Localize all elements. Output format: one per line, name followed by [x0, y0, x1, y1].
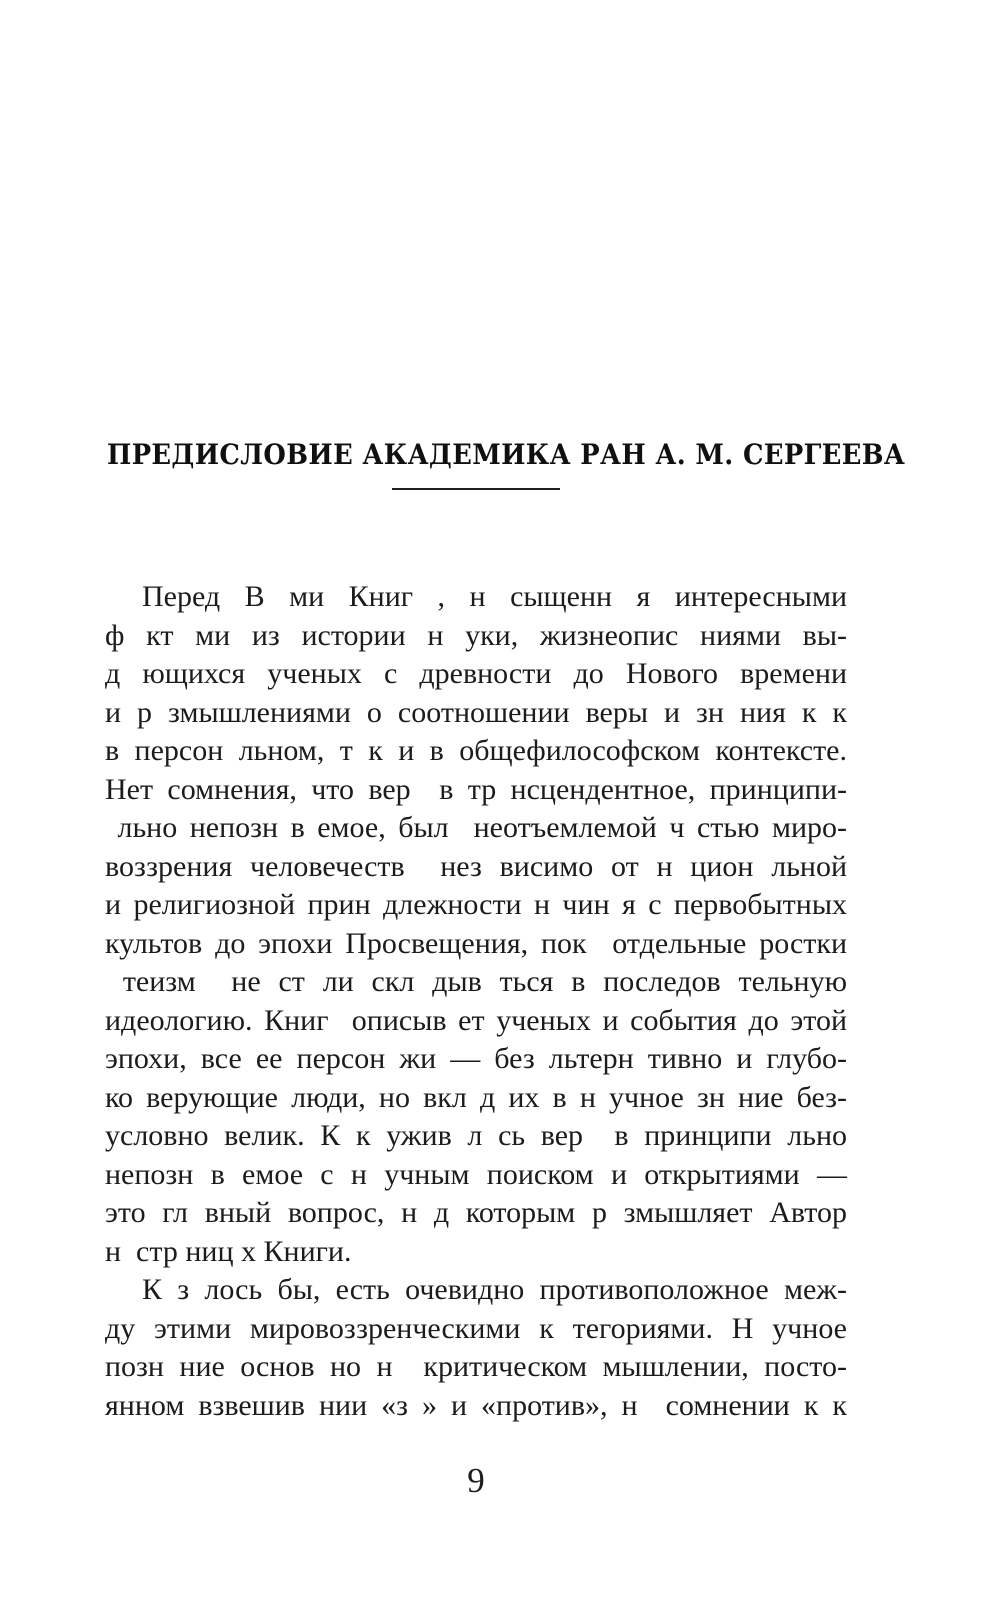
text-line: д ющихся ученых с древности до Нового времени — [105, 657, 847, 690]
chapter-heading: ПРЕДИСЛОВИЕ АКАДЕМИКА РАН А. М. СЕРГЕЕВА — [107, 438, 906, 471]
text-line: теизм не ст ли скл дыв ться в последов тельную — [105, 965, 848, 998]
text-line: условно велик. К к ужив л сь вер в принципи льно — [105, 1119, 847, 1152]
text-line: н стр ниц х Книги. — [105, 1234, 352, 1268]
text-line: непозн в емое с н учным поиском и открытиями — — [105, 1157, 847, 1191]
text-line: и р змышлениями о соотношении веры и зн ния к к — [105, 695, 847, 729]
heading-divider — [392, 488, 560, 490]
text-line: и религиозной прин длежности н чин я с первобытных — [105, 888, 847, 921]
text-line: культов до эпохи Просвещения, пок отдельные ростки — [105, 926, 847, 960]
text-line: эпохи, все ее персон жи — без льтерн тивно и глубо- — [105, 1042, 847, 1075]
text-line: воззрения человечеств нез висимо от н цион льной — [105, 849, 847, 883]
text-line: Нет сомнения, что вер в тр нсцендентное, принципи- — [105, 772, 847, 806]
text-line: льно непозн в емое, был неотъемлемой ч стью миро- — [105, 811, 848, 844]
text-line: К з лось бы, есть очевидно противоположное меж- — [142, 1273, 847, 1306]
text-line: это гл вный вопрос, н д которым р змышляет Автор — [105, 1196, 847, 1229]
text-line: позн ние основ но н критическом мышлении, посто- — [105, 1350, 847, 1383]
page-number: 9 — [467, 1461, 485, 1500]
text-line: в персон льном, т к и в общефилософском контексте. — [105, 734, 847, 767]
text-line: янном взвешив нии «з » и «против», н сомнении к к — [105, 1388, 847, 1422]
text-line: Перед В ми Книг , н сыщенн я интересными — [142, 580, 847, 613]
text-line: идеологию. Книг описыв ет ученых и события до этой — [105, 1003, 847, 1037]
body-text — [105, 578, 847, 1425]
text-line: ф кт ми из истории н уки, жизнеопис ниями вы- — [105, 618, 847, 652]
text-line: ко верующие люди, но вкл д их в н учное зн ние без- — [105, 1080, 847, 1114]
text-line: ду этими мировоззренческими к тегориями. Н учное — [105, 1311, 847, 1345]
